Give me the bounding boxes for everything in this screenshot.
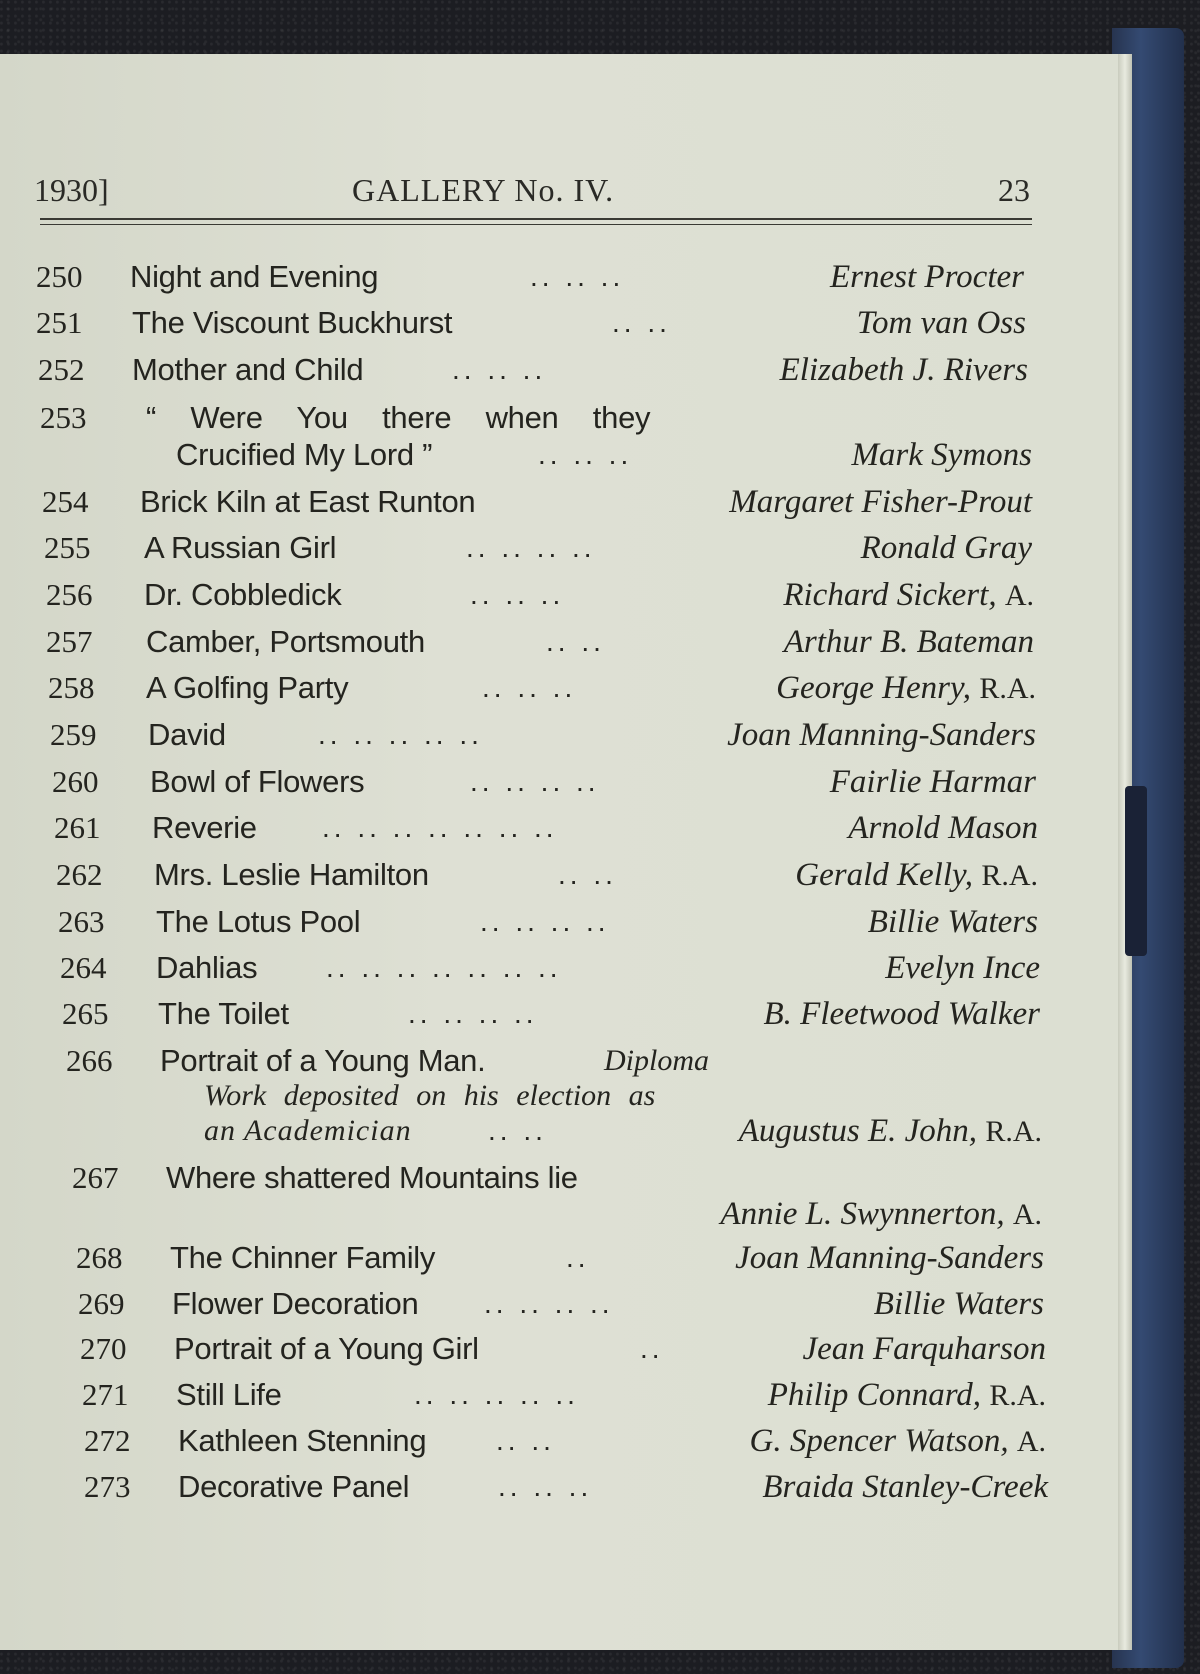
entry-note: Diploma: [604, 1044, 709, 1077]
entry-title: Brick Kiln at East Runton: [140, 484, 476, 519]
entry-artist: Ernest Procter: [830, 259, 1024, 295]
entry-title: Still Life: [176, 1377, 282, 1412]
entry-row-continued: [0, 1111, 1130, 1151]
entry-artist: Augustus E. John, R.A.: [738, 1113, 1042, 1149]
leader-dots: .. .. .. .. .. .. ..: [322, 812, 558, 843]
leader-dots: .. .. .. ..: [408, 998, 538, 1029]
entry-title: Portrait of a Young Man.: [160, 1043, 486, 1078]
entry-number: 266: [66, 1043, 113, 1078]
entry-title: Mother and Child: [132, 352, 364, 387]
entry-row-continued: [0, 1194, 1130, 1234]
entry-artist: G. Spencer Watson, A.: [749, 1423, 1046, 1459]
entry-number: 258: [48, 670, 95, 705]
entry-row: [0, 622, 1130, 662]
entry-row: [0, 668, 1130, 708]
entry-title: The Chinner Family: [170, 1240, 436, 1275]
page-number: 23: [998, 172, 1030, 208]
leader-dots: .. ..: [546, 626, 605, 657]
entry-artist: Arthur B. Bateman: [783, 624, 1034, 660]
entry-title: Bowl of Flowers: [150, 764, 365, 799]
entry-artist: Fairlie Harmar: [829, 764, 1036, 800]
entry-title: A Russian Girl: [144, 530, 337, 565]
entry-title: Where shattered Mountains lie: [166, 1160, 578, 1195]
entry-row: [0, 1421, 1130, 1461]
leader-dots: .. .. ..: [498, 1471, 593, 1502]
entry-row-continued: [0, 435, 1130, 475]
entry-row: [0, 482, 1130, 522]
entry-number: 257: [46, 624, 93, 659]
leader-dots: .. .. .. .. ..: [318, 719, 483, 750]
entry-number: 267: [72, 1160, 119, 1195]
entry-row: [0, 1238, 1130, 1278]
entry-artist: Joan Manning-Sanders: [735, 1240, 1044, 1276]
entry-number: 263: [58, 904, 105, 939]
entry-row: [0, 902, 1130, 942]
leader-dots: .. .. ..: [538, 439, 633, 470]
entry-number: 260: [52, 764, 99, 799]
gallery-title: GALLERY No. IV.: [352, 172, 615, 208]
leader-dots: ..: [640, 1333, 664, 1364]
entry-artist: Philip Connard, R.A.: [767, 1377, 1046, 1413]
entry-artist: Gerald Kelly, R.A.: [795, 857, 1038, 893]
entry-title: “ Were You there when they: [146, 400, 651, 435]
entry-title: Dr. Cobbledick: [144, 577, 342, 612]
entry-title: A Golfing Party: [146, 670, 349, 705]
entry-row: [0, 1329, 1130, 1369]
entry-row: [0, 855, 1130, 895]
entry-title: Night and Evening: [130, 259, 379, 294]
entry-row: [0, 1375, 1130, 1415]
entry-artist: Mark Symons: [851, 437, 1032, 473]
entry-title: Dahlias: [156, 950, 258, 985]
entry-row: [0, 1284, 1130, 1324]
entry-row: [0, 1467, 1130, 1507]
entry-artist: Arnold Mason: [848, 810, 1038, 846]
entry-artist: Ronald Gray: [860, 530, 1032, 566]
entry-number: 253: [40, 400, 87, 435]
entry-row: [0, 257, 1130, 297]
entry-number: 256: [46, 577, 93, 612]
entry-number: 254: [42, 484, 89, 519]
entry-title: Camber, Portsmouth: [146, 624, 425, 659]
entry-note: an Academician: [204, 1114, 412, 1147]
entry-artist: Evelyn Ince: [885, 950, 1040, 986]
entry-title: The Toilet: [158, 996, 289, 1031]
leader-dots: .. .. .. .. .. .. ..: [326, 952, 562, 983]
entry-title-line2: Crucified My Lord ”: [176, 437, 433, 472]
entry-artist: Jean Farquharson: [802, 1331, 1046, 1367]
leader-dots: .. .. .. ..: [484, 1288, 614, 1319]
leader-dots: .. .. ..: [470, 579, 565, 610]
entry-row: [0, 575, 1130, 615]
leader-dots: .. ..: [612, 307, 671, 338]
entry-row: [0, 528, 1130, 568]
leader-dots: .. ..: [496, 1425, 555, 1456]
entry-artist: Elizabeth J. Rivers: [779, 352, 1028, 388]
entry-artist: George Henry, R.A.: [776, 670, 1036, 706]
leader-dots: .. .. ..: [530, 261, 625, 292]
leader-dots: .. .. ..: [482, 672, 577, 703]
leader-dots: ..: [566, 1242, 590, 1273]
entry-number: 259: [50, 717, 97, 752]
entry-number: 268: [76, 1240, 123, 1275]
entry-row: [0, 762, 1130, 802]
entry-number: 271: [82, 1377, 129, 1412]
entry-artist: Joan Manning-Sanders: [727, 717, 1036, 753]
leader-dots: .. .. .. ..: [480, 906, 610, 937]
entry-row-continued: [0, 1076, 1130, 1116]
entry-number: 270: [80, 1331, 127, 1366]
entry-number: 272: [84, 1423, 131, 1458]
entry-number: 252: [38, 352, 85, 387]
entry-row: [0, 1158, 1130, 1198]
entry-artist: Billie Waters: [867, 904, 1038, 940]
entry-row: [0, 715, 1130, 755]
entry-note: Work deposited on his election as: [204, 1079, 656, 1112]
leader-dots: .. .. .. ..: [466, 532, 596, 563]
entry-artist: Billie Waters: [873, 1286, 1044, 1322]
entry-number: 269: [78, 1286, 125, 1321]
entry-number: 250: [36, 259, 83, 294]
entry-title: The Viscount Buckhurst: [132, 305, 453, 340]
entry-row: [0, 350, 1130, 390]
entry-row: [0, 303, 1130, 343]
entry-number: 273: [84, 1469, 131, 1504]
entry-title: Flower Decoration: [172, 1286, 419, 1321]
entry-artist: Annie L. Swynnerton, A.: [720, 1196, 1042, 1232]
entry-title: Mrs. Leslie Hamilton: [154, 857, 429, 892]
entry-row: [0, 808, 1130, 848]
entry-row: [0, 948, 1130, 988]
entry-artist: Braida Stanley-Creek: [762, 1469, 1048, 1505]
entry-title: Decorative Panel: [178, 1469, 410, 1504]
entry-number: 255: [44, 530, 91, 565]
entry-number: 262: [56, 857, 103, 892]
entry-artist: Tom van Oss: [856, 305, 1026, 341]
leader-dots: .. ..: [488, 1115, 547, 1146]
entry-number: 251: [36, 305, 83, 340]
entry-artist: B. Fleetwood Walker: [763, 996, 1040, 1032]
entry-artist: Richard Sickert, A.: [783, 577, 1034, 613]
entry-title: David: [148, 717, 226, 752]
entry-row: [0, 994, 1130, 1034]
entry-title: Kathleen Stenning: [178, 1423, 427, 1458]
leader-dots: .. .. .. ..: [470, 766, 600, 797]
leader-dots: .. .. ..: [452, 354, 547, 385]
entry-number: 264: [60, 950, 107, 985]
leader-dots: .. ..: [558, 859, 617, 890]
entry-number: 265: [62, 996, 109, 1031]
header-year: 1930]: [34, 172, 109, 208]
entry-row: [0, 398, 1130, 438]
entry-title: The Lotus Pool: [156, 904, 361, 939]
entry-title: Reverie: [152, 810, 257, 845]
entry-number: 261: [54, 810, 101, 845]
entry-row: [0, 1041, 1130, 1081]
entry-artist: Margaret Fisher-Prout: [729, 484, 1032, 520]
leader-dots: .. .. .. .. ..: [414, 1379, 579, 1410]
entry-title: Portrait of a Young Girl: [174, 1331, 479, 1366]
